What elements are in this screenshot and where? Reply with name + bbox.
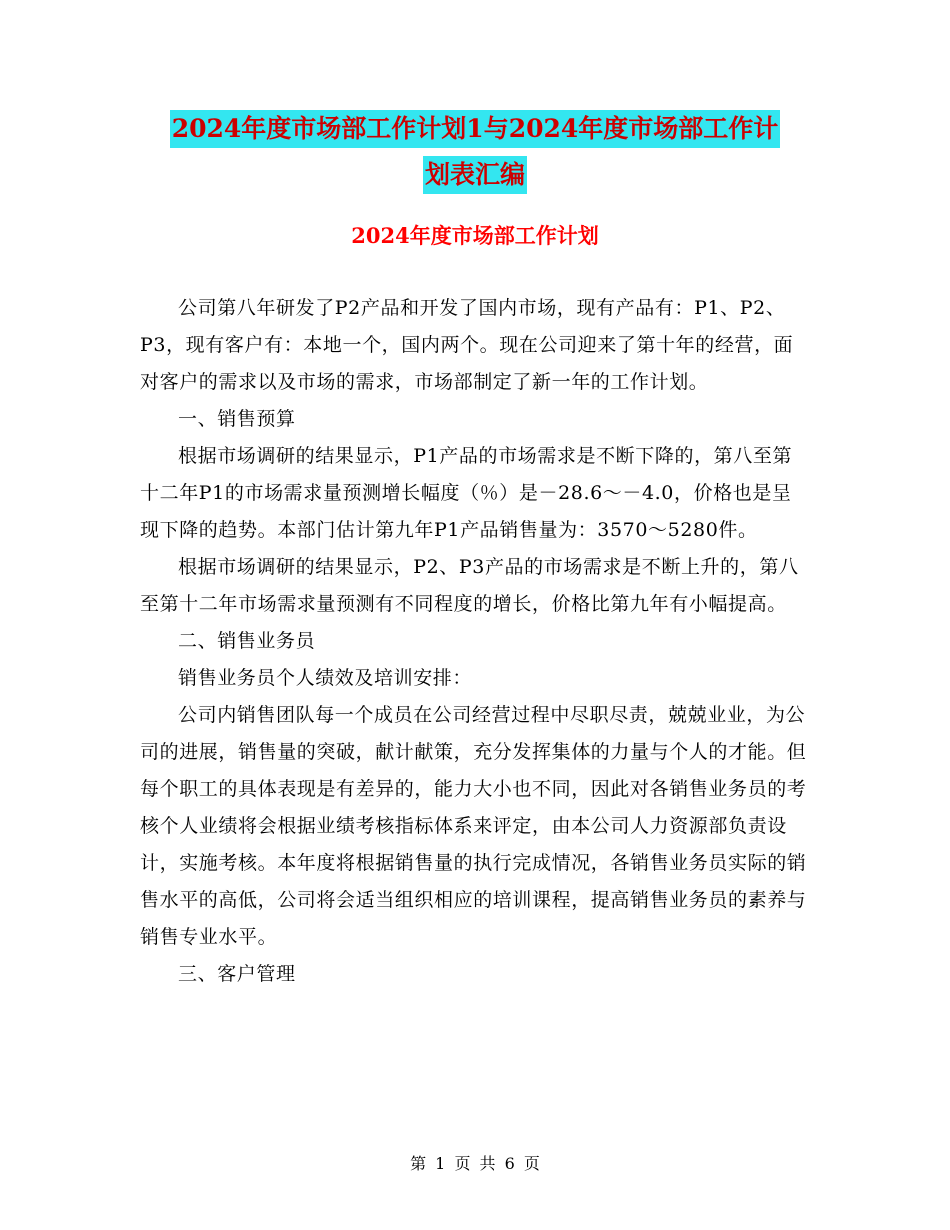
heading-sales-staff: 二、销售业务员 bbox=[178, 630, 316, 652]
paragraph-staff-training-intro: 销售业务员个人绩效及培训安排： bbox=[178, 667, 473, 689]
paragraph-p1-forecast: 根据市场调研的结果显示，P1产品的市场需求是不断下降的，第八至第十二年P1的市场需求量预测增长幅度（％）是－28.6～－4.0，价格也是呈现下降的趋势。本部门估计第九年P1产品销售量为：3570～5280件。 bbox=[140, 445, 793, 541]
document-body bbox=[140, 290, 810, 993]
page-footer: 第 1 页 共 6 页 bbox=[410, 1154, 540, 1173]
title-line-1: 2024年度市场部工作计划1与2024年度市场部工作计 bbox=[170, 110, 781, 148]
section-title: 2024年度市场部工作计划 bbox=[351, 223, 599, 248]
paragraph-p2-p3-forecast: 根据市场调研的结果显示，P2、P3产品的市场需求是不断上升的，第八至第十二年市场需求量预测有不同程度的增长，价格比第九年有小幅提高。 bbox=[140, 556, 799, 615]
title-line-2: 划表汇编 bbox=[423, 156, 527, 194]
heading-sales-budget: 一、销售预算 bbox=[178, 408, 296, 430]
paragraph-intro: 公司第八年研发了P2产品和开发了国内市场，现有产品有：P1、P2、P3，现有客户有：本地一个，国内两个。现在公司迎来了第十年的经营，面对客户的需求以及市场的需求，市场部制定了新一年的工作计划。 bbox=[140, 297, 794, 393]
paragraph-staff-performance: 公司内销售团队每一个成员在公司经营过程中尽职尽责，兢兢业业，为公司的进展，销售量的突破，献计献策，充分发挥集体的力量与个人的才能。但每个职工的具体表现是有差异的，能力大小也不同，因此对各销售业务员的考核个人业绩将会根据业绩考核指标体系来评定，由本公司人力资源部负责设计，实施考核。本年度将根据销售量的执行完成情况，各销售业务员实际的销售水平的高低，公司将会适当组织相应的培训课程，提高销售业务员的素养与销售专业水平。 bbox=[140, 704, 807, 948]
heading-customer-management: 三、客户管理 bbox=[178, 963, 296, 985]
document-title bbox=[0, 110, 950, 194]
